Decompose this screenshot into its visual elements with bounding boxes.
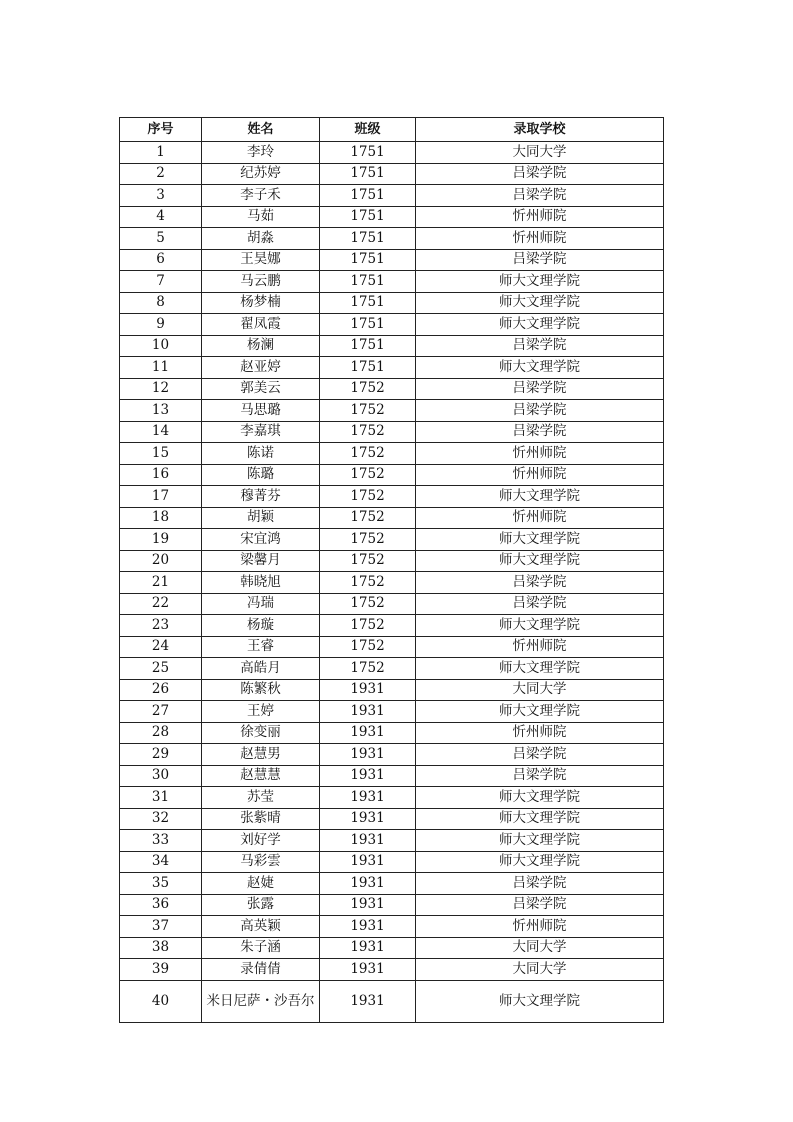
cell-index: 21 (120, 572, 202, 594)
cell-school: 师大文理学院 (416, 808, 664, 830)
cell-class: 1751 (320, 335, 416, 357)
cell-class: 1931 (320, 701, 416, 723)
cell-class: 1751 (320, 314, 416, 336)
cell-class: 1751 (320, 271, 416, 293)
table-row (120, 421, 664, 443)
cell-index: 2 (120, 163, 202, 185)
cell-name: 胡淼 (202, 228, 320, 250)
cell-name: 冯瑞 (202, 593, 320, 615)
cell-class: 1752 (320, 443, 416, 465)
cell-index: 3 (120, 185, 202, 207)
cell-index: 1 (120, 142, 202, 164)
header-index: 序号 (120, 118, 202, 142)
cell-school: 师大文理学院 (416, 292, 664, 314)
header-school: 录取学校 (416, 118, 664, 142)
cell-class: 1931 (320, 722, 416, 744)
cell-name: 王昊娜 (202, 249, 320, 271)
cell-name: 张露 (202, 894, 320, 916)
cell-school: 吕梁学院 (416, 378, 664, 400)
cell-class: 1931 (320, 959, 416, 981)
cell-name: 梁馨月 (202, 550, 320, 572)
table-row (120, 249, 664, 271)
cell-class: 1752 (320, 550, 416, 572)
cell-name: 王婷 (202, 701, 320, 723)
table-row (120, 851, 664, 873)
cell-school: 吕梁学院 (416, 249, 664, 271)
cell-school: 忻州师院 (416, 443, 664, 465)
cell-name: 高英颖 (202, 916, 320, 938)
cell-name: 马云鹏 (202, 271, 320, 293)
cell-school: 吕梁学院 (416, 163, 664, 185)
cell-name: 陈诺 (202, 443, 320, 465)
cell-class: 1751 (320, 163, 416, 185)
cell-index: 35 (120, 873, 202, 895)
cell-index: 20 (120, 550, 202, 572)
cell-index: 19 (120, 529, 202, 551)
cell-index: 39 (120, 959, 202, 981)
cell-name: 郭美云 (202, 378, 320, 400)
table-row (120, 916, 664, 938)
cell-name: 宋宜鸿 (202, 529, 320, 551)
table-row (120, 550, 664, 572)
cell-school: 师大文理学院 (416, 851, 664, 873)
table-row (120, 163, 664, 185)
table-row (120, 271, 664, 293)
cell-name: 朱子涵 (202, 937, 320, 959)
cell-index: 29 (120, 744, 202, 766)
cell-index: 10 (120, 335, 202, 357)
cell-index: 5 (120, 228, 202, 250)
cell-index: 16 (120, 464, 202, 486)
cell-name: 赵慧男 (202, 744, 320, 766)
cell-school: 吕梁学院 (416, 185, 664, 207)
table-row (120, 679, 664, 701)
cell-class: 1751 (320, 142, 416, 164)
table-row (120, 228, 664, 250)
table-row (120, 314, 664, 336)
cell-class: 1752 (320, 507, 416, 529)
cell-index: 8 (120, 292, 202, 314)
table-row (120, 894, 664, 916)
cell-index: 18 (120, 507, 202, 529)
table-row (120, 722, 664, 744)
cell-index: 26 (120, 679, 202, 701)
cell-school: 大同大学 (416, 142, 664, 164)
cell-class: 1752 (320, 486, 416, 508)
header-class: 班级 (320, 118, 416, 142)
cell-class: 1751 (320, 357, 416, 379)
cell-index: 38 (120, 937, 202, 959)
cell-school: 吕梁学院 (416, 744, 664, 766)
cell-index: 9 (120, 314, 202, 336)
admission-table (119, 117, 664, 1023)
cell-school: 忻州师院 (416, 464, 664, 486)
cell-index: 23 (120, 615, 202, 637)
cell-name: 翟凤霞 (202, 314, 320, 336)
cell-name: 刘好学 (202, 830, 320, 852)
table-row (120, 808, 664, 830)
cell-name: 录倩倩 (202, 959, 320, 981)
cell-name: 苏莹 (202, 787, 320, 809)
cell-school: 师大文理学院 (416, 357, 664, 379)
cell-index: 17 (120, 486, 202, 508)
cell-index: 28 (120, 722, 202, 744)
table-row (120, 593, 664, 615)
cell-school: 师大文理学院 (416, 486, 664, 508)
cell-name: 穆菁芬 (202, 486, 320, 508)
cell-name: 陈璐 (202, 464, 320, 486)
cell-class: 1931 (320, 808, 416, 830)
cell-name: 杨梦楠 (202, 292, 320, 314)
cell-school: 师大文理学院 (416, 271, 664, 293)
table-row (120, 701, 664, 723)
cell-school: 师大文理学院 (416, 615, 664, 637)
cell-school: 忻州师院 (416, 228, 664, 250)
table-row (120, 400, 664, 422)
cell-index: 6 (120, 249, 202, 271)
table-row (120, 873, 664, 895)
table-row (120, 206, 664, 228)
table-row (120, 357, 664, 379)
cell-name: 李子禾 (202, 185, 320, 207)
cell-class: 1752 (320, 400, 416, 422)
cell-name: 杨璇 (202, 615, 320, 637)
cell-class: 1931 (320, 873, 416, 895)
cell-name: 赵亚婷 (202, 357, 320, 379)
cell-school: 吕梁学院 (416, 421, 664, 443)
cell-class: 1752 (320, 572, 416, 594)
table-row (120, 980, 664, 1022)
table-row (120, 443, 664, 465)
cell-school: 吕梁学院 (416, 894, 664, 916)
cell-name: 杨澜 (202, 335, 320, 357)
cell-class: 1752 (320, 615, 416, 637)
table-row (120, 744, 664, 766)
cell-school: 大同大学 (416, 959, 664, 981)
cell-class: 1931 (320, 787, 416, 809)
cell-school: 师大文理学院 (416, 830, 664, 852)
cell-school: 吕梁学院 (416, 400, 664, 422)
table-row (120, 142, 664, 164)
cell-index: 36 (120, 894, 202, 916)
cell-school: 大同大学 (416, 679, 664, 701)
cell-index: 14 (120, 421, 202, 443)
table-row (120, 830, 664, 852)
cell-school: 吕梁学院 (416, 873, 664, 895)
cell-class: 1752 (320, 378, 416, 400)
cell-index: 33 (120, 830, 202, 852)
cell-name: 王睿 (202, 636, 320, 658)
table-row (120, 787, 664, 809)
cell-index: 30 (120, 765, 202, 787)
cell-name: 李玲 (202, 142, 320, 164)
cell-index: 12 (120, 378, 202, 400)
cell-school: 吕梁学院 (416, 335, 664, 357)
table-row (120, 185, 664, 207)
cell-index: 31 (120, 787, 202, 809)
table-row (120, 464, 664, 486)
cell-name: 米日尼萨・沙吾尔 (202, 980, 320, 1022)
cell-index: 22 (120, 593, 202, 615)
table-row (120, 529, 664, 551)
cell-index: 40 (120, 980, 202, 1022)
cell-class: 1931 (320, 744, 416, 766)
cell-school: 师大文理学院 (416, 658, 664, 680)
cell-name: 马思璐 (202, 400, 320, 422)
table-row (120, 615, 664, 637)
cell-class: 1931 (320, 679, 416, 701)
header-name: 姓名 (202, 118, 320, 142)
cell-class: 1931 (320, 937, 416, 959)
table-row (120, 486, 664, 508)
table-header-row (120, 118, 664, 142)
cell-school: 吕梁学院 (416, 765, 664, 787)
cell-name: 高皓月 (202, 658, 320, 680)
cell-class: 1931 (320, 916, 416, 938)
table-row (120, 765, 664, 787)
table-row (120, 636, 664, 658)
cell-class: 1752 (320, 529, 416, 551)
table-row (120, 572, 664, 594)
cell-school: 忻州师院 (416, 722, 664, 744)
cell-name: 李嘉琪 (202, 421, 320, 443)
cell-index: 11 (120, 357, 202, 379)
cell-class: 1752 (320, 421, 416, 443)
cell-index: 37 (120, 916, 202, 938)
cell-index: 24 (120, 636, 202, 658)
cell-index: 34 (120, 851, 202, 873)
table-row (120, 335, 664, 357)
table-body (120, 142, 664, 1023)
cell-school: 吕梁学院 (416, 593, 664, 615)
cell-school: 师大文理学院 (416, 550, 664, 572)
cell-index: 15 (120, 443, 202, 465)
table-row (120, 959, 664, 981)
cell-class: 1751 (320, 185, 416, 207)
cell-name: 韩晓旭 (202, 572, 320, 594)
cell-class: 1931 (320, 830, 416, 852)
cell-name: 胡颖 (202, 507, 320, 529)
cell-class: 1931 (320, 851, 416, 873)
cell-index: 4 (120, 206, 202, 228)
cell-class: 1752 (320, 593, 416, 615)
cell-index: 27 (120, 701, 202, 723)
cell-class: 1752 (320, 464, 416, 486)
table-row (120, 507, 664, 529)
cell-school: 忻州师院 (416, 507, 664, 529)
cell-school: 师大文理学院 (416, 980, 664, 1022)
cell-index: 13 (120, 400, 202, 422)
cell-school: 师大文理学院 (416, 701, 664, 723)
cell-name: 陈繁秋 (202, 679, 320, 701)
cell-index: 7 (120, 271, 202, 293)
cell-class: 1931 (320, 980, 416, 1022)
cell-class: 1751 (320, 292, 416, 314)
cell-name: 赵婕 (202, 873, 320, 895)
cell-name: 马彩雲 (202, 851, 320, 873)
cell-name: 张紫晴 (202, 808, 320, 830)
cell-name: 马茹 (202, 206, 320, 228)
cell-name: 徐变丽 (202, 722, 320, 744)
cell-school: 大同大学 (416, 937, 664, 959)
cell-class: 1752 (320, 636, 416, 658)
table-row (120, 658, 664, 680)
cell-index: 25 (120, 658, 202, 680)
cell-school: 忻州师院 (416, 916, 664, 938)
cell-school: 师大文理学院 (416, 787, 664, 809)
cell-school: 师大文理学院 (416, 529, 664, 551)
cell-class: 1751 (320, 206, 416, 228)
cell-class: 1751 (320, 228, 416, 250)
cell-school: 吕梁学院 (416, 572, 664, 594)
cell-school: 忻州师院 (416, 636, 664, 658)
table-row (120, 378, 664, 400)
cell-class: 1752 (320, 658, 416, 680)
table-row (120, 292, 664, 314)
cell-school: 忻州师院 (416, 206, 664, 228)
cell-class: 1751 (320, 249, 416, 271)
cell-school: 师大文理学院 (416, 314, 664, 336)
cell-index: 32 (120, 808, 202, 830)
cell-name: 赵慧慧 (202, 765, 320, 787)
table-row (120, 937, 664, 959)
cell-name: 纪苏婷 (202, 163, 320, 185)
cell-class: 1931 (320, 765, 416, 787)
cell-class: 1931 (320, 894, 416, 916)
